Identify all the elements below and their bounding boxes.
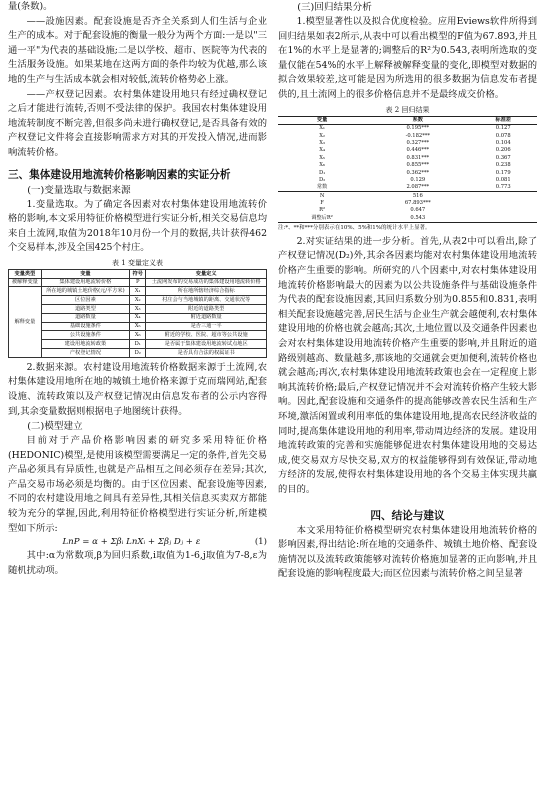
paragraph: 2.对实证结果的进一步分析。首先,从表2中可以看出,除了产权登记情况(D₂)外,其余各因素均能对农村集体建设用地流转价格产生重要的影响。所研究的八个因素中,对农村集体建设用地流转价格影响最大的因素为以公共设施条件与基础设施条件为代表的配套设施因素,其回归系数分别为0.855和0.831,表明相关配套设施越完善,居民生活与企业生产就会越便利,农村集体建设用地的价格也就会越高;其次,土地位置以及交通条件因素也会对农村集体建设用地流转价格产生重要的影响,并且附近的道路级别越高、数量越多,那该地的交通就会更加便利,流转价格也就会越高;再次,农村集体建设用地流转政策也会在一定程度上影响其流转价格;最后,产权登记情况并不会对流转价格产生较大影响。因此,配套设施和交通条件的提高能够改善农民生活和生产环境,激活闲置或利用率低的集体建设用地,提高农民经济收益的同时,提高集体建设用地的利用率,带动周边经济的发展。建设用地流转政策的完善和实施能够促进农村集体建设用地的交易达成,使交易双方尽快交易,双方的权益能够得到有效保证,带动地方经济的发展,使得农村集体建设用地的各个交易主体实现共赢的目的。: [278, 235, 537, 495]
table-cell: 常数: [316, 184, 328, 191]
table-note: 注:*、**和***分别表示在10%、5%和1%的统计水平上显著。: [278, 224, 431, 231]
table-cell: D₂: [318, 176, 326, 183]
table-header-cell: 变量定义: [146, 269, 267, 278]
table-cell: R²: [319, 207, 326, 214]
table-cell: X₄: [130, 313, 146, 322]
table-cell: X₅: [319, 154, 325, 161]
table-cell: X₄: [319, 147, 325, 154]
table-cell: 基础设施条件: [41, 322, 129, 331]
table-cell: X₆: [319, 162, 325, 169]
table-cell: 集体建设用地流转价格: [41, 278, 129, 287]
table-cell: X₃: [130, 305, 146, 314]
table-cell: D₁: [318, 169, 326, 176]
table-header-cell: 系数: [412, 116, 423, 123]
table-cell: 调整后R²: [311, 214, 333, 221]
variable-definition-table: [8, 269, 267, 358]
table-row: [278, 184, 537, 192]
table-cell: 0.327***: [406, 140, 430, 147]
table-row: [278, 124, 537, 132]
table-row: [278, 214, 537, 222]
table-row: [278, 132, 537, 139]
table-cell: 附近道路数量: [146, 313, 267, 322]
table-row: [278, 147, 537, 154]
table-header-cell: 变量: [316, 116, 328, 123]
table-cell: 解释变量: [9, 287, 42, 357]
table-cell: 0.195***: [406, 125, 430, 132]
table-row: [278, 162, 537, 169]
table-header-cell: 变量: [41, 269, 129, 278]
table-row: [278, 140, 537, 147]
table-cell: 土流网发布的交易成功的集体建设用地流转价格: [146, 278, 267, 287]
section-heading: 三、集体建设用地流转价格影响因素的实证分析: [8, 168, 231, 181]
formula-number: (1): [254, 537, 267, 548]
table-cell: 0.831***: [406, 154, 430, 161]
table-cell: 村庄会与当地城镇的距离、交通状况等: [146, 296, 267, 305]
left-column: [8, 0, 267, 578]
table-row: [9, 331, 267, 340]
table-row: [9, 287, 267, 296]
table-row: [278, 192, 537, 200]
paragraph: ——产权登记因素。农村集体建设用地只有经过确权登记之后才能进行流转,否则不受法律的保护。我国农村集体建设用地流转制度不断完善,但很多尚未进行确权登记,是否具备有效的产权登记文件将会直接影响需求方对其的开发投入情况,进而影响流转价格。: [8, 88, 267, 158]
table-cell: D₁: [130, 340, 146, 349]
table-row: [9, 322, 267, 331]
paragraph: 目前对于产品价格影响因素的研究多采用特征价格(HEDONIC)模型,是使用该模型需要满足一定的条件,首先交易产品必须具有异质性,也就是产品相互之间必须存在差异;其次,产品交易市场必须是均衡的。由于区位因素、配套设施等因素,不同的农村建设用地之间具有差异性,其相关信息买卖双方都能较为充分的掌握,因此,利用特征价格模型进行实证分析,所建模型如下所示:: [8, 435, 267, 534]
table-cell: 0.078: [495, 132, 511, 139]
table-cell: 被解释变量: [9, 278, 42, 287]
paragraph: 量(条数)。: [8, 1, 53, 12]
table-header-cell: 符号: [130, 269, 146, 278]
table-row: [9, 313, 267, 322]
paragraph: ——設施因素。配套设施是否齐全关系到人们生活与企业生产的成本。对于配套设施的衡量一般分为两个方面:一是以"三通一平"为代表的基础设施;二是以学校、超市、医院等为代表的生活服务设施。如果某地在这两方面的条件均较为优越,那么该地的生产与生活成本就会相对较低,流转价格势必上涨。: [8, 15, 267, 85]
table-cell: D₂: [130, 348, 146, 357]
regression-results-table: [278, 116, 537, 223]
formula-expression: LnP = α + Σβᵢ LnXᵢ + Σβⱼ Dⱼ + ε: [62, 537, 201, 548]
table-cell: 0.238: [495, 162, 511, 169]
table-cell: F: [320, 200, 324, 207]
table-row: [278, 154, 537, 161]
model-formula: [8, 536, 267, 549]
table-cell: 0.773: [495, 184, 511, 191]
table-cell: 0.104: [495, 140, 511, 147]
table-cell: 0.362***: [406, 169, 430, 176]
table-cell: 道路数量: [41, 313, 129, 322]
table-cell: N: [319, 192, 325, 199]
table-title: 表 2 回归结果: [385, 105, 430, 114]
paragraph: 其中:α为常数项,β为回归系数,i取值为1-6,j取值为7-8,ε为随机扰动项。: [8, 550, 267, 576]
table-cell: 附近的学校、医院、超市等公共设施: [146, 331, 267, 340]
paragraph: 2.数据来源。农村建设用地流转价格数据来源于土流网,农村集体建设用地所在地的城镇土地价格来源于克而瑞网站,配套设施、流转政策以及产权登记情况由信息发布者的公示内容得到,其余变量数据则根据电子地图统计获得。: [8, 361, 267, 417]
paragraph: 1.模型显著性以及拟合优度检验。应用Eviews软件所得到回归结果如表2所示,从表中可以看出模型的F值为67.893,并且在1%的水平上是显著的;调整后的R²为0.543,表明所选取的变量仅能在54%的水平上解释被解释变量的变化,即模型对数据的拟合效果较差,这可能是因为所选用的很多数据为信息发布者提供的,且土流网上的很多价格信息并不是最终成交价格。: [278, 16, 537, 100]
table-cell: X₂: [130, 296, 146, 305]
table-cell: X₃: [319, 140, 325, 147]
table-cell: 0.855***: [406, 162, 430, 169]
table-row: [278, 200, 537, 207]
table-header-cell: 变量类型: [9, 269, 42, 278]
table-cell: P: [130, 278, 146, 287]
paragraph: 本文采用特征价格模型研究农村集体建设用地流转价格的影响因素,得出结论:所在地的交通条件、城镇土地价格、配套设施情况以及流转政策能够对流转价格施加显著的正向影响,并且配套设施的影响程度最大;而区位因素与流转价格之间呈显著: [278, 524, 537, 580]
paragraph: 1.变量选取。为了确定各因素对农村集体建设用地流转价格的影响,本文采用特征价格模型进行实证分析,相关交易信息均来自土流网,取值为2018年10月份一个月的数据,共计获得462个交易样本,涉及全国425个村庄。: [8, 198, 267, 254]
table-row: [278, 207, 537, 214]
table-cell: 公共设施条件: [41, 331, 129, 340]
table-row: [9, 278, 267, 287]
table-cell: 0.179: [495, 169, 511, 176]
table-cell: 建设用地流转政策: [41, 340, 129, 349]
table-row: [9, 340, 267, 349]
table-cell: 0.206: [495, 147, 511, 154]
table-cell: X₅: [130, 322, 146, 331]
table-cell: 是否具有合法的权属证书: [146, 348, 267, 357]
table-cell: 是否三通一平: [146, 322, 267, 331]
table-cell: 附近的道路类型: [146, 305, 267, 314]
table-cell: 0.367: [495, 154, 511, 161]
table-row: [9, 305, 267, 314]
table-header-cell: 标准差: [495, 116, 511, 123]
table-cell: 0.446***: [406, 147, 430, 154]
subsection-heading: (一)变量选取与数据来源: [27, 184, 131, 196]
table-cell: 0.129: [410, 176, 426, 183]
table-cell: 所在地的城镇土地价格(元/平方米): [41, 287, 129, 296]
table-cell: 516: [412, 192, 423, 199]
table-cell: 2.087***: [406, 184, 430, 191]
subsection-heading: (二)模型建立: [27, 421, 83, 433]
table-title: 表 1 变量定义表: [112, 258, 163, 267]
table-cell: X₁: [319, 125, 325, 132]
table-row: [278, 169, 537, 176]
section-heading: 四、结论与建议: [370, 509, 445, 522]
table-cell: 区位因素: [41, 296, 129, 305]
table-cell: 所在地所辖经济综合指标: [146, 287, 267, 296]
table-row: [9, 348, 267, 357]
table-cell: 是否属于集体建设用地流转试点地区: [146, 340, 267, 349]
right-column: [278, 0, 537, 582]
table-cell: -0.182***: [405, 132, 430, 139]
table-row: [278, 177, 537, 184]
table-cell: 0.081: [495, 176, 511, 183]
table-cell: X₁: [130, 287, 146, 296]
table-cell: X₂: [319, 132, 325, 139]
table-cell: 67.893***: [404, 200, 431, 207]
table-cell: 产权登记情况: [41, 348, 129, 357]
table-cell: 0.647: [410, 207, 426, 214]
table-cell: 道路类型: [41, 305, 129, 314]
table-cell: 0.127: [495, 125, 511, 132]
table-row: [9, 296, 267, 305]
table-cell: 0.543: [410, 214, 426, 221]
table-cell: X₆: [130, 331, 146, 340]
subsection-heading: (三)回归结果分析: [297, 2, 372, 13]
